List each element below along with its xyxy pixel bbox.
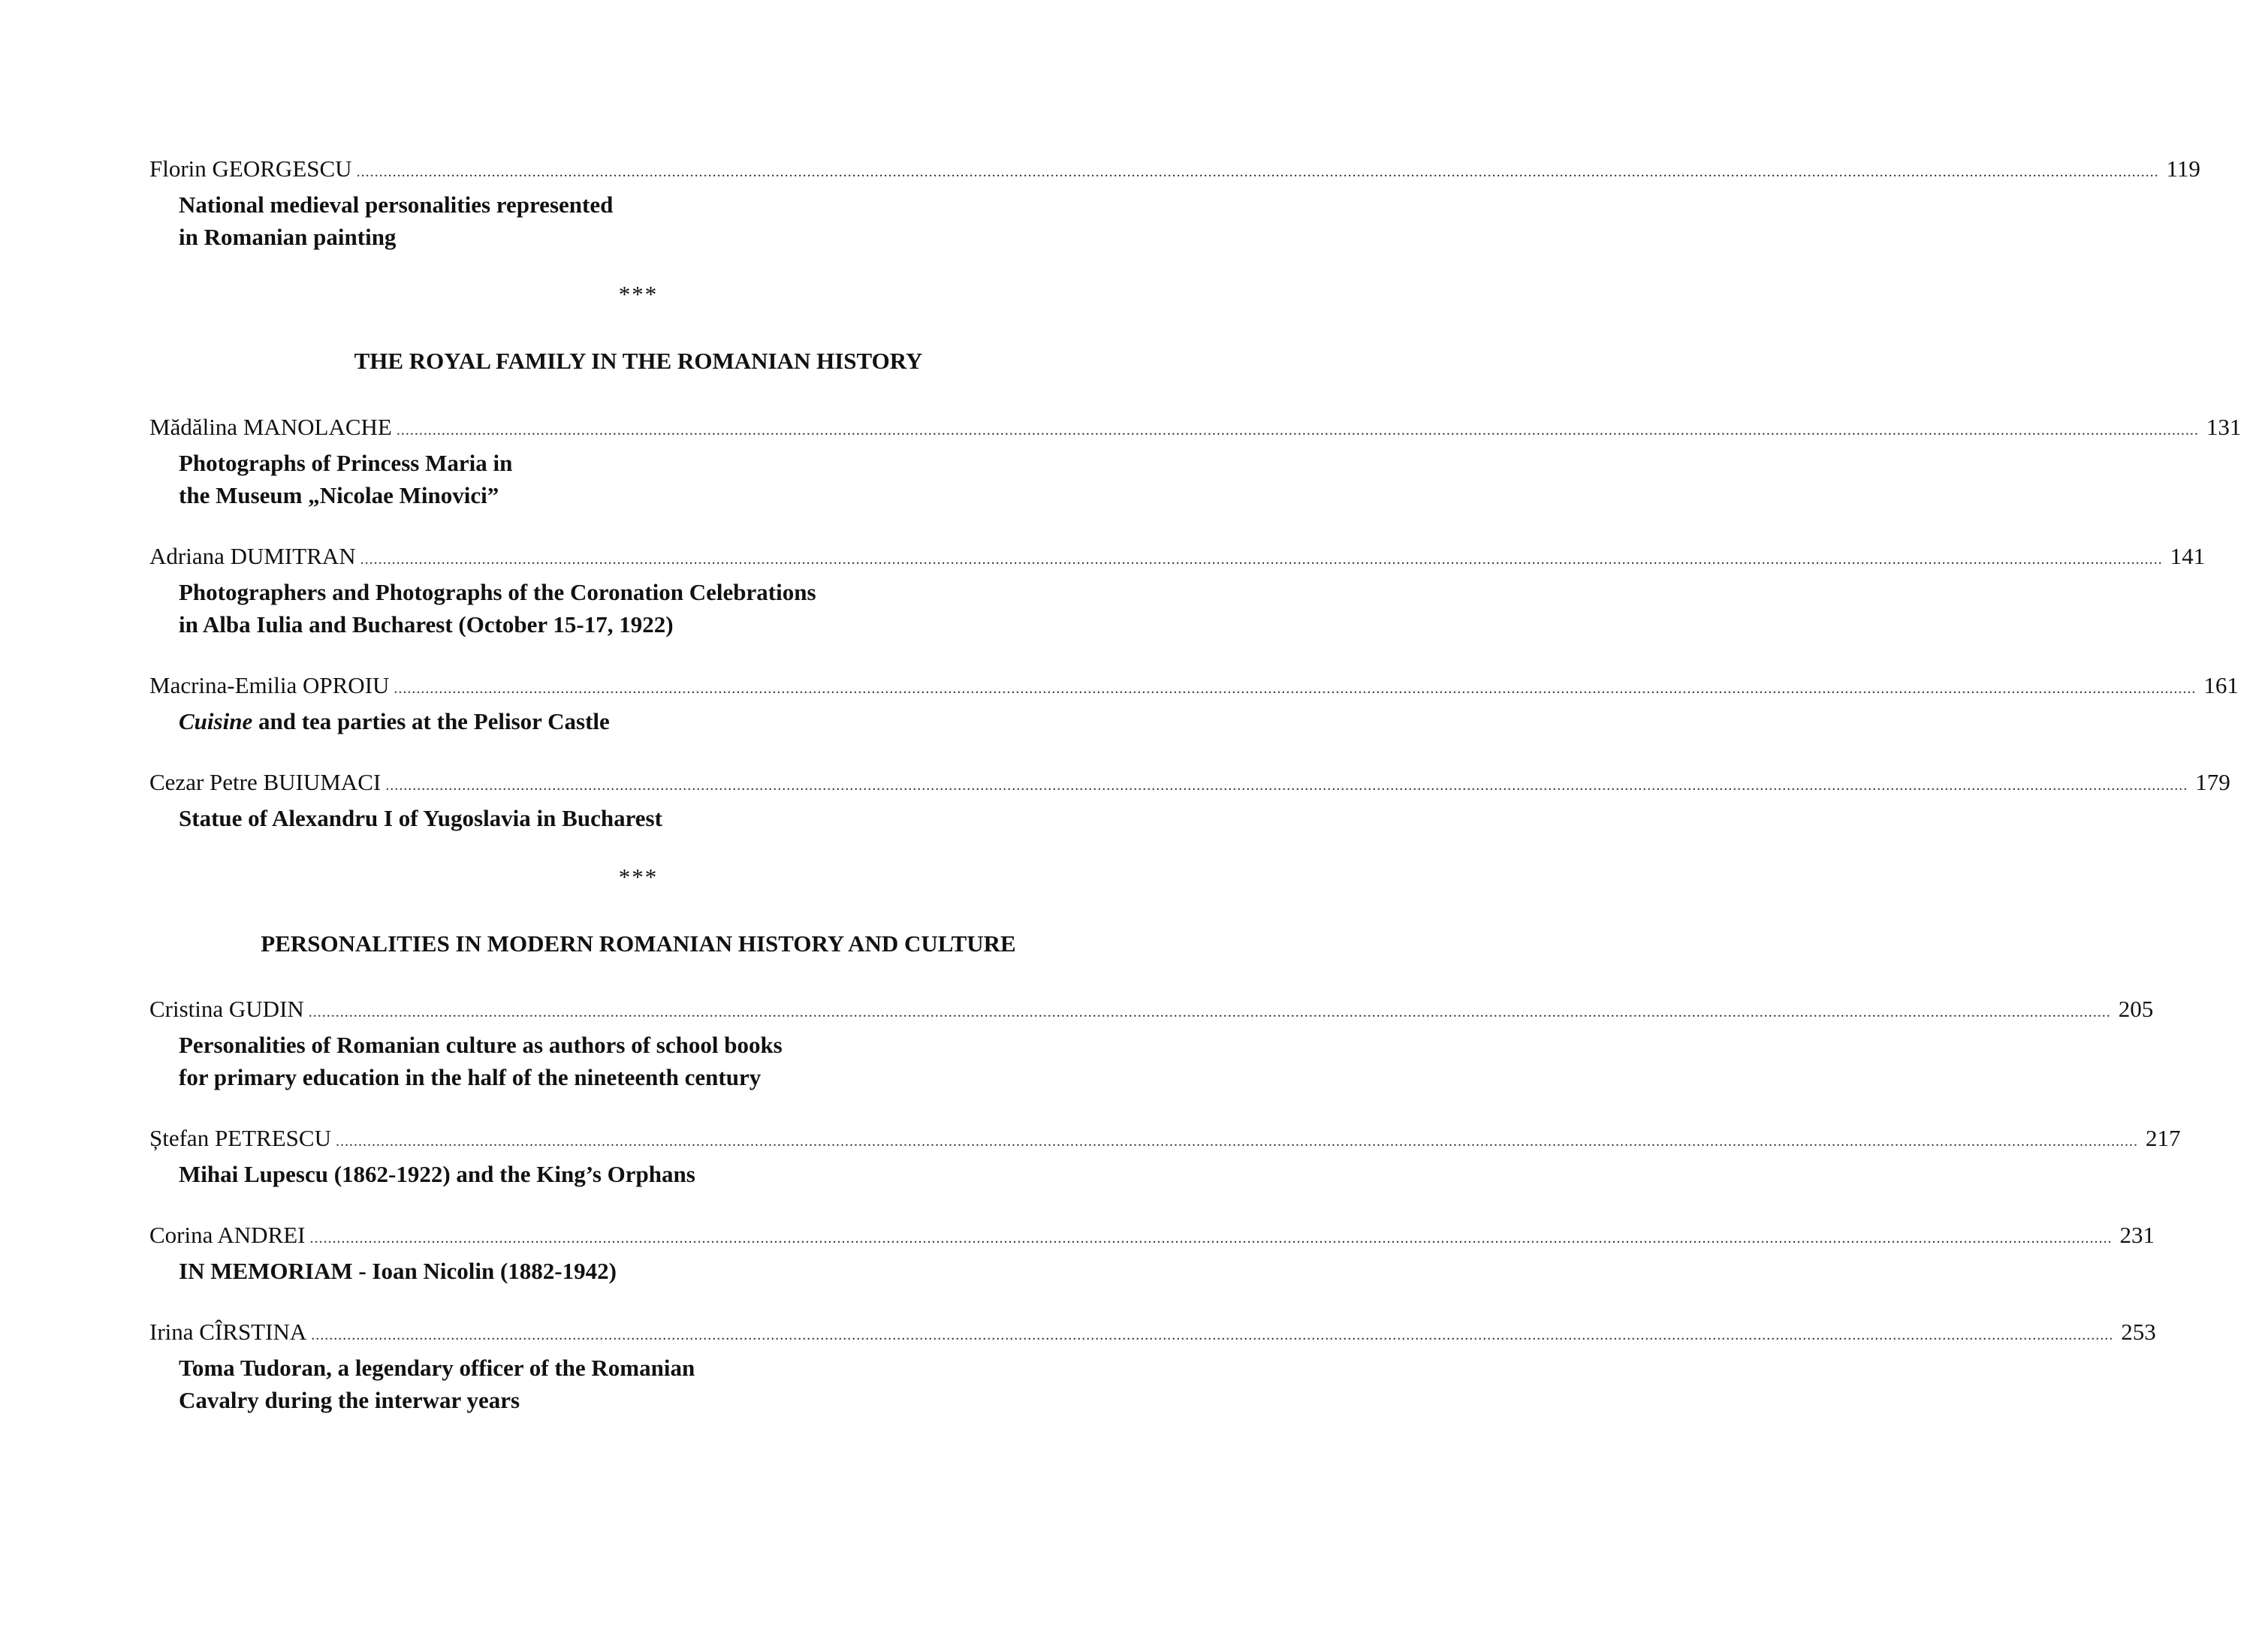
entry-title-line: for primary education in the half of the nineteenth century xyxy=(179,1064,762,1090)
entry-page-number: 131 xyxy=(2206,414,2241,440)
dot-leader: ................................................................................................................................................................................................................................................................................................................................................................................................................ xyxy=(311,1327,2114,1343)
dot-leader: ................................................................................................................................................................................................................................................................................................................................................................................................................ xyxy=(308,1004,2111,1020)
entry-header xyxy=(149,766,2230,802)
entry-title-line: the Museum „Nicolae Minovici” xyxy=(179,482,499,508)
entry-author: Mădălina MANOLACHE xyxy=(149,414,392,440)
dot-leader: ................................................................................................................................................................................................................................................................................................................................................................................................................ xyxy=(385,777,2188,794)
entry-header xyxy=(149,1316,2156,1352)
toc-entry xyxy=(149,766,2230,834)
toc-entry xyxy=(149,669,2239,737)
section-separator: *** xyxy=(618,864,659,890)
entry-page-number: 253 xyxy=(2121,1319,2156,1345)
entry-title-line: Personalities of Romanian culture as authors of school books xyxy=(179,1032,783,1058)
entry-author: Irina CÎRSTINA xyxy=(149,1319,307,1345)
entry-page-number: 179 xyxy=(2195,769,2230,795)
toc-entry xyxy=(149,540,2206,641)
section-heading: PERSONALITIES IN MODERN ROMANIAN HISTORY AND CULTURE xyxy=(261,930,1016,957)
toc-entry xyxy=(149,1219,2155,1287)
entry-page-number: 119 xyxy=(2166,155,2200,182)
dot-leader: ................................................................................................................................................................................................................................................................................................................................................................................................................ xyxy=(394,680,2197,697)
entry-header xyxy=(149,993,2154,1029)
entry-header xyxy=(149,669,2239,705)
entry-page-number: 161 xyxy=(2203,672,2239,698)
entry-author: Ștefan PETRESCU xyxy=(149,1125,331,1151)
toc-entry xyxy=(149,1122,2181,1190)
entry-author: Adriana DUMITRAN xyxy=(149,543,356,569)
entry-author: Florin GEORGESCU xyxy=(149,155,352,182)
entry-title-rest: and tea parties at the Pelisor Castle xyxy=(252,708,610,734)
entry-title-line: Photographers and Photographs of the Coronation Celebrations xyxy=(179,579,816,605)
entry-author: Cezar Petre BUIUMACI xyxy=(149,769,382,795)
entry-header xyxy=(149,540,2206,576)
section-heading: THE ROYAL FAMILY IN THE ROMANIAN HISTORY xyxy=(354,348,923,374)
entry-page-number: 231 xyxy=(2119,1222,2155,1248)
entry-title-line: Cavalry during the interwar years xyxy=(179,1387,520,1413)
entry-page-number: 141 xyxy=(2170,543,2206,569)
entry-author: Macrina-Emilia OPROIU xyxy=(149,672,390,698)
toc-entry xyxy=(149,1316,2156,1416)
entry-title-line: Mihai Lupescu (1862-1922) and the King’s Orphans xyxy=(179,1161,695,1187)
entry-title-line: in Romanian painting xyxy=(179,224,397,250)
dot-leader: ................................................................................................................................................................................................................................................................................................................................................................................................................ xyxy=(309,1230,2113,1247)
toc-entry xyxy=(149,411,2241,511)
section-separator: *** xyxy=(618,281,659,307)
dot-leader: ................................................................................................................................................................................................................................................................................................................................................................................................................ xyxy=(356,164,2159,180)
entry-title-italic: Cuisine xyxy=(179,708,253,734)
entry-author: Corina ANDREI xyxy=(149,1222,306,1248)
entry-header xyxy=(149,1122,2181,1158)
entry-header xyxy=(149,1219,2155,1255)
entry-title-line: Statue of Alexandru I of Yugoslavia in Bucharest xyxy=(179,805,662,831)
dot-leader: ................................................................................................................................................................................................................................................................................................................................................................................................................ xyxy=(396,422,2199,439)
entry-title-line: Toma Tudoran, a legendary officer of the Romanian xyxy=(179,1355,695,1381)
entry-header xyxy=(149,411,2241,447)
entry-title-line: in Alba Iulia and Bucharest (October 15-17, 1922) xyxy=(179,611,674,638)
entry-author: Cristina GUDIN xyxy=(149,996,304,1022)
toc-entry xyxy=(149,993,2154,1093)
entry-page-number: 205 xyxy=(2118,996,2154,1022)
toc-entry xyxy=(149,152,2200,253)
dot-leader: ................................................................................................................................................................................................................................................................................................................................................................................................................ xyxy=(360,551,2163,568)
entry-title-line: Photographs of Princess Maria in xyxy=(179,450,513,476)
entry-title-line xyxy=(149,705,1120,737)
entry-page-number: 217 xyxy=(2145,1125,2181,1151)
entry-title-line: National medieval personalities represented xyxy=(179,191,614,218)
entry-title-line: IN MEMORIAM - Ioan Nicolin (1882-1942) xyxy=(179,1258,617,1284)
entry-header xyxy=(149,152,2200,188)
dot-leader: ................................................................................................................................................................................................................................................................................................................................................................................................................ xyxy=(335,1133,2138,1150)
